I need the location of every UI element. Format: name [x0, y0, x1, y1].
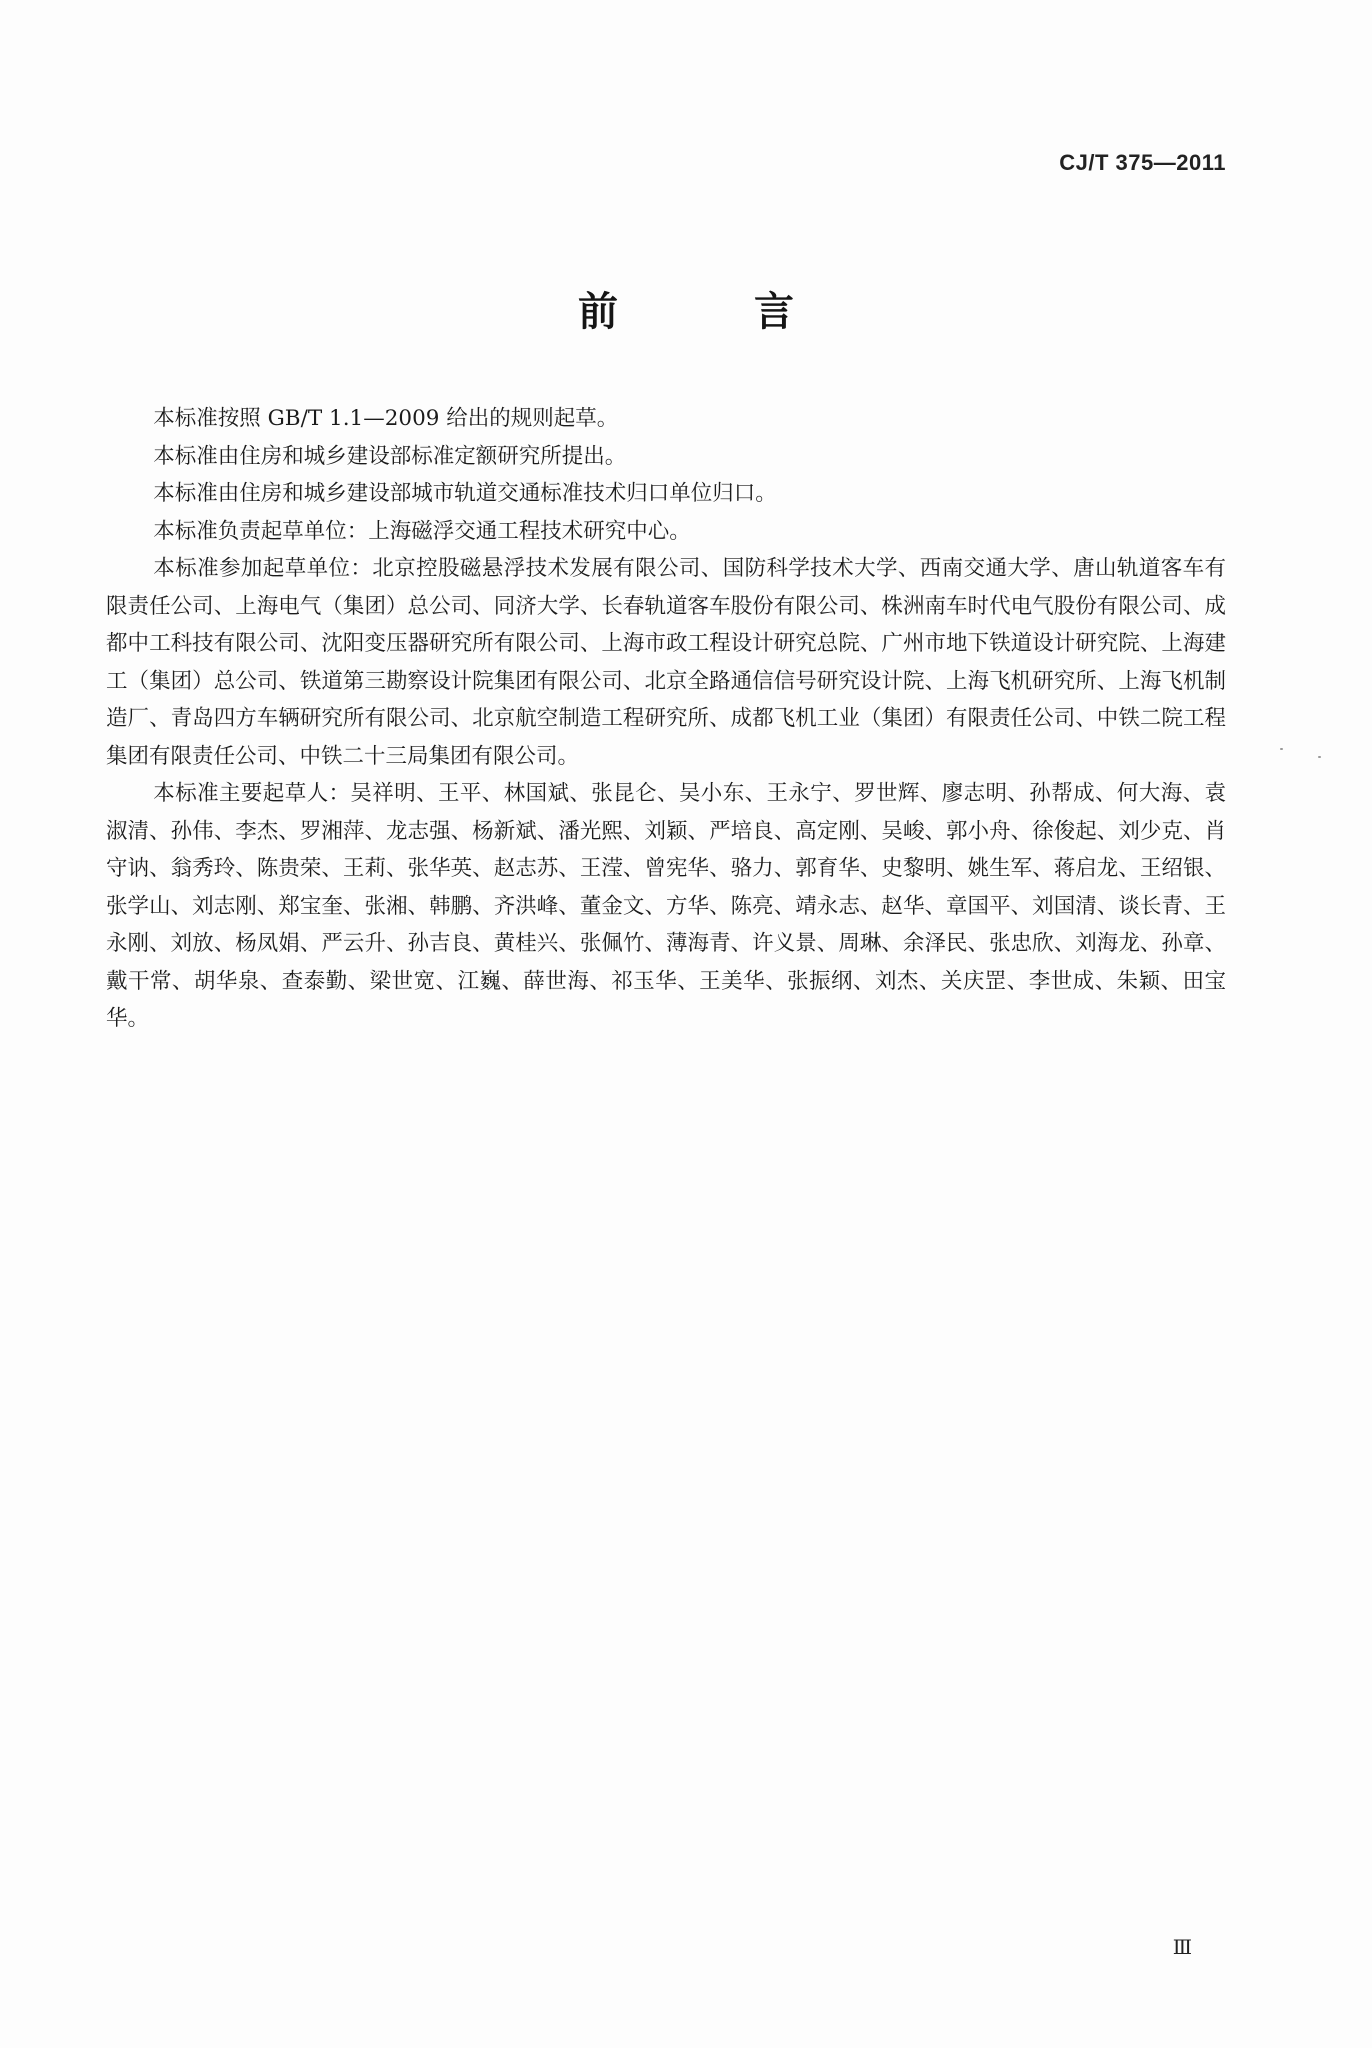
body-text	[106, 400, 1226, 1038]
page-number: Ⅲ	[1172, 1937, 1192, 1959]
standard-code: CJ/T 375—2011	[1059, 150, 1226, 175]
scan-speck	[1280, 748, 1283, 750]
paragraph-main-drafters: 本标准主要起草人：吴祥明、王平、林国斌、张昆仑、吴小东、王永宁、罗世辉、廖志明、孙帮成、何大海、袁淑清、孙伟、李杰、罗湘萍、龙志强、杨新斌、潘光熙、刘颖、严培良、高定刚、吴峻、郭小舟、徐俊起、刘少克、肖守讷、翁秀玲、陈贵荣、王莉、张华英、赵志苏、王滢、曾宪华、骆力、郭育华、史黎明、姚生军、蒋启龙、王绍银、张学山、刘志刚、郑宝奎、张湘、韩鹏、齐洪峰、董金文、方华、陈亮、靖永志、赵华、章国平、刘国清、谈长青、王永刚、刘放、杨凤娟、严云升、孙吉良、黄桂兴、张佩竹、薄海青、许义景、周琳、余泽民、张忠欣、刘海龙、孙章、戴干常、胡华泉、查泰勤、梁世宽、江巍、薛世海、祁玉华、王美华、张振纲、刘杰、关庆罡、李世成、朱颖、田宝华。	[106, 781, 1226, 1031]
paragraph-lead-drafter: 本标准负责起草单位：上海磁浮交通工程技术研究中心。	[153, 518, 691, 544]
paragraph-drafting-rules: 本标准按照 GB/T 1.1—2009 给出的规则起草。	[153, 406, 619, 431]
paragraph-participating-units: 本标准参加起草单位：北京控股磁悬浮技术发展有限公司、国防科学技术大学、西南交通大学、唐山轨道客车有限责任公司、上海电气（集团）总公司、同济大学、长春轨道客车股份有限公司、株洲南车时代电气股份有限公司、成都中工科技有限公司、沈阳变压器研究所有限公司、上海市政工程设计研究总院、广州市地下铁道设计研究院、上海建工（集团）总公司、铁道第三勘察设计院集团有限公司、北京全路通信信号研究设计院、上海飞机研究所、上海飞机制造厂、青岛四方车辆研究所有限公司、北京航空制造工程研究所、成都飞机工业（集团）有限责任公司、中铁二院工程集团有限责任公司、中铁二十三局集团有限公司。	[106, 556, 1226, 769]
page-title: 前 言	[578, 289, 842, 335]
paragraph-administration: 本标准由住房和城乡建设部城市轨道交通标准技术归口单位归口。	[153, 481, 777, 506]
scan-speck	[1318, 756, 1321, 758]
paragraph-proposer: 本标准由住房和城乡建设部标准定额研究所提出。	[153, 443, 627, 469]
